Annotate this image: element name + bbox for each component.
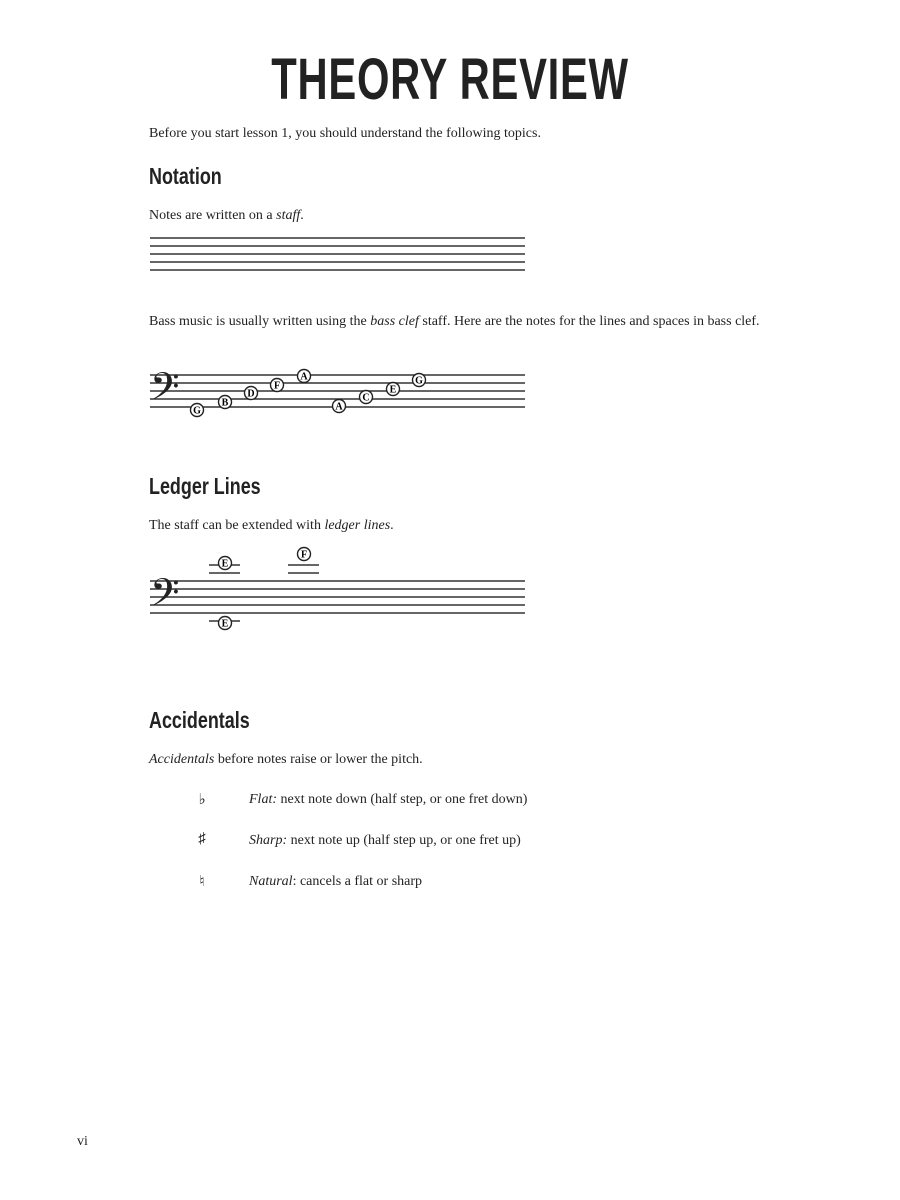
bass-note-label-3: F bbox=[273, 380, 281, 392]
bass-note-label-5: A bbox=[335, 401, 343, 413]
plain-staff bbox=[150, 238, 525, 270]
bass-clef-term: bass clef bbox=[370, 314, 419, 329]
ledger-note-label-0: E bbox=[221, 558, 229, 570]
bass-note-label-0: G bbox=[193, 405, 201, 417]
svg-text:𝄢: 𝄢 bbox=[150, 364, 180, 418]
ledger-sentence-start: The staff can be extended with bbox=[149, 518, 325, 533]
ledger-note-label-2: E bbox=[221, 618, 229, 630]
ledger-term: ledger lines bbox=[324, 518, 391, 533]
bass-note-label-2: D bbox=[247, 388, 255, 400]
natural-desc: : cancels a flat or sharp bbox=[292, 874, 423, 889]
staff-sentence-end: . bbox=[300, 208, 304, 223]
bass-sentence-start: Bass music is usually written using the bbox=[149, 314, 371, 329]
accidentals-heading: Accidentals bbox=[149, 707, 250, 733]
ledger-staff bbox=[150, 581, 525, 613]
flat-label: Flat: bbox=[249, 792, 277, 807]
ledger-lines-heading: Ledger Lines bbox=[149, 473, 261, 499]
bass-note-labels bbox=[191, 370, 426, 417]
notation-heading: Notation bbox=[149, 163, 222, 189]
intro-text: Before you start lesson 1, you should understand the following topics. bbox=[149, 126, 541, 141]
bass-note-label-1: B bbox=[221, 397, 229, 409]
page-title: THEORY REVIEW bbox=[271, 47, 629, 112]
bass-note-label-8: G bbox=[415, 375, 423, 387]
sharp-desc: next note up (half step up, or one fret up) bbox=[287, 833, 521, 848]
svg-text:𝄢: 𝄢 bbox=[150, 570, 180, 624]
ledger-sentence-end: . bbox=[390, 518, 394, 533]
bass-sentence-end: staff. Here are the notes for the lines and spaces in bass clef. bbox=[418, 314, 760, 329]
bass-note-label-4: A bbox=[300, 371, 308, 383]
staff-sentence-start: Notes are written on a bbox=[149, 208, 277, 223]
accidentals-sentence-rest: before notes raise or lower the pitch. bbox=[214, 752, 423, 767]
bass-note-label-6: C bbox=[362, 392, 370, 404]
sharp-label: Sharp: bbox=[249, 833, 288, 848]
natural-icon: ♮ bbox=[199, 874, 205, 890]
flat-desc: next note down (half step, or one fret down) bbox=[277, 792, 528, 807]
staff-term: staff bbox=[276, 208, 301, 223]
flat-icon: ♭ bbox=[198, 792, 206, 808]
bass-clef-icon bbox=[150, 364, 180, 418]
page-number: vi bbox=[77, 1134, 88, 1149]
bass-note-label-7: E bbox=[389, 384, 397, 396]
ledger-note-label-1: F bbox=[300, 549, 308, 561]
accidentals-term: Accidentals bbox=[149, 752, 215, 767]
sharp-icon: ♯ bbox=[198, 831, 206, 847]
ledger-bass-clef-icon bbox=[150, 570, 180, 624]
natural-label: Natural bbox=[249, 874, 293, 889]
